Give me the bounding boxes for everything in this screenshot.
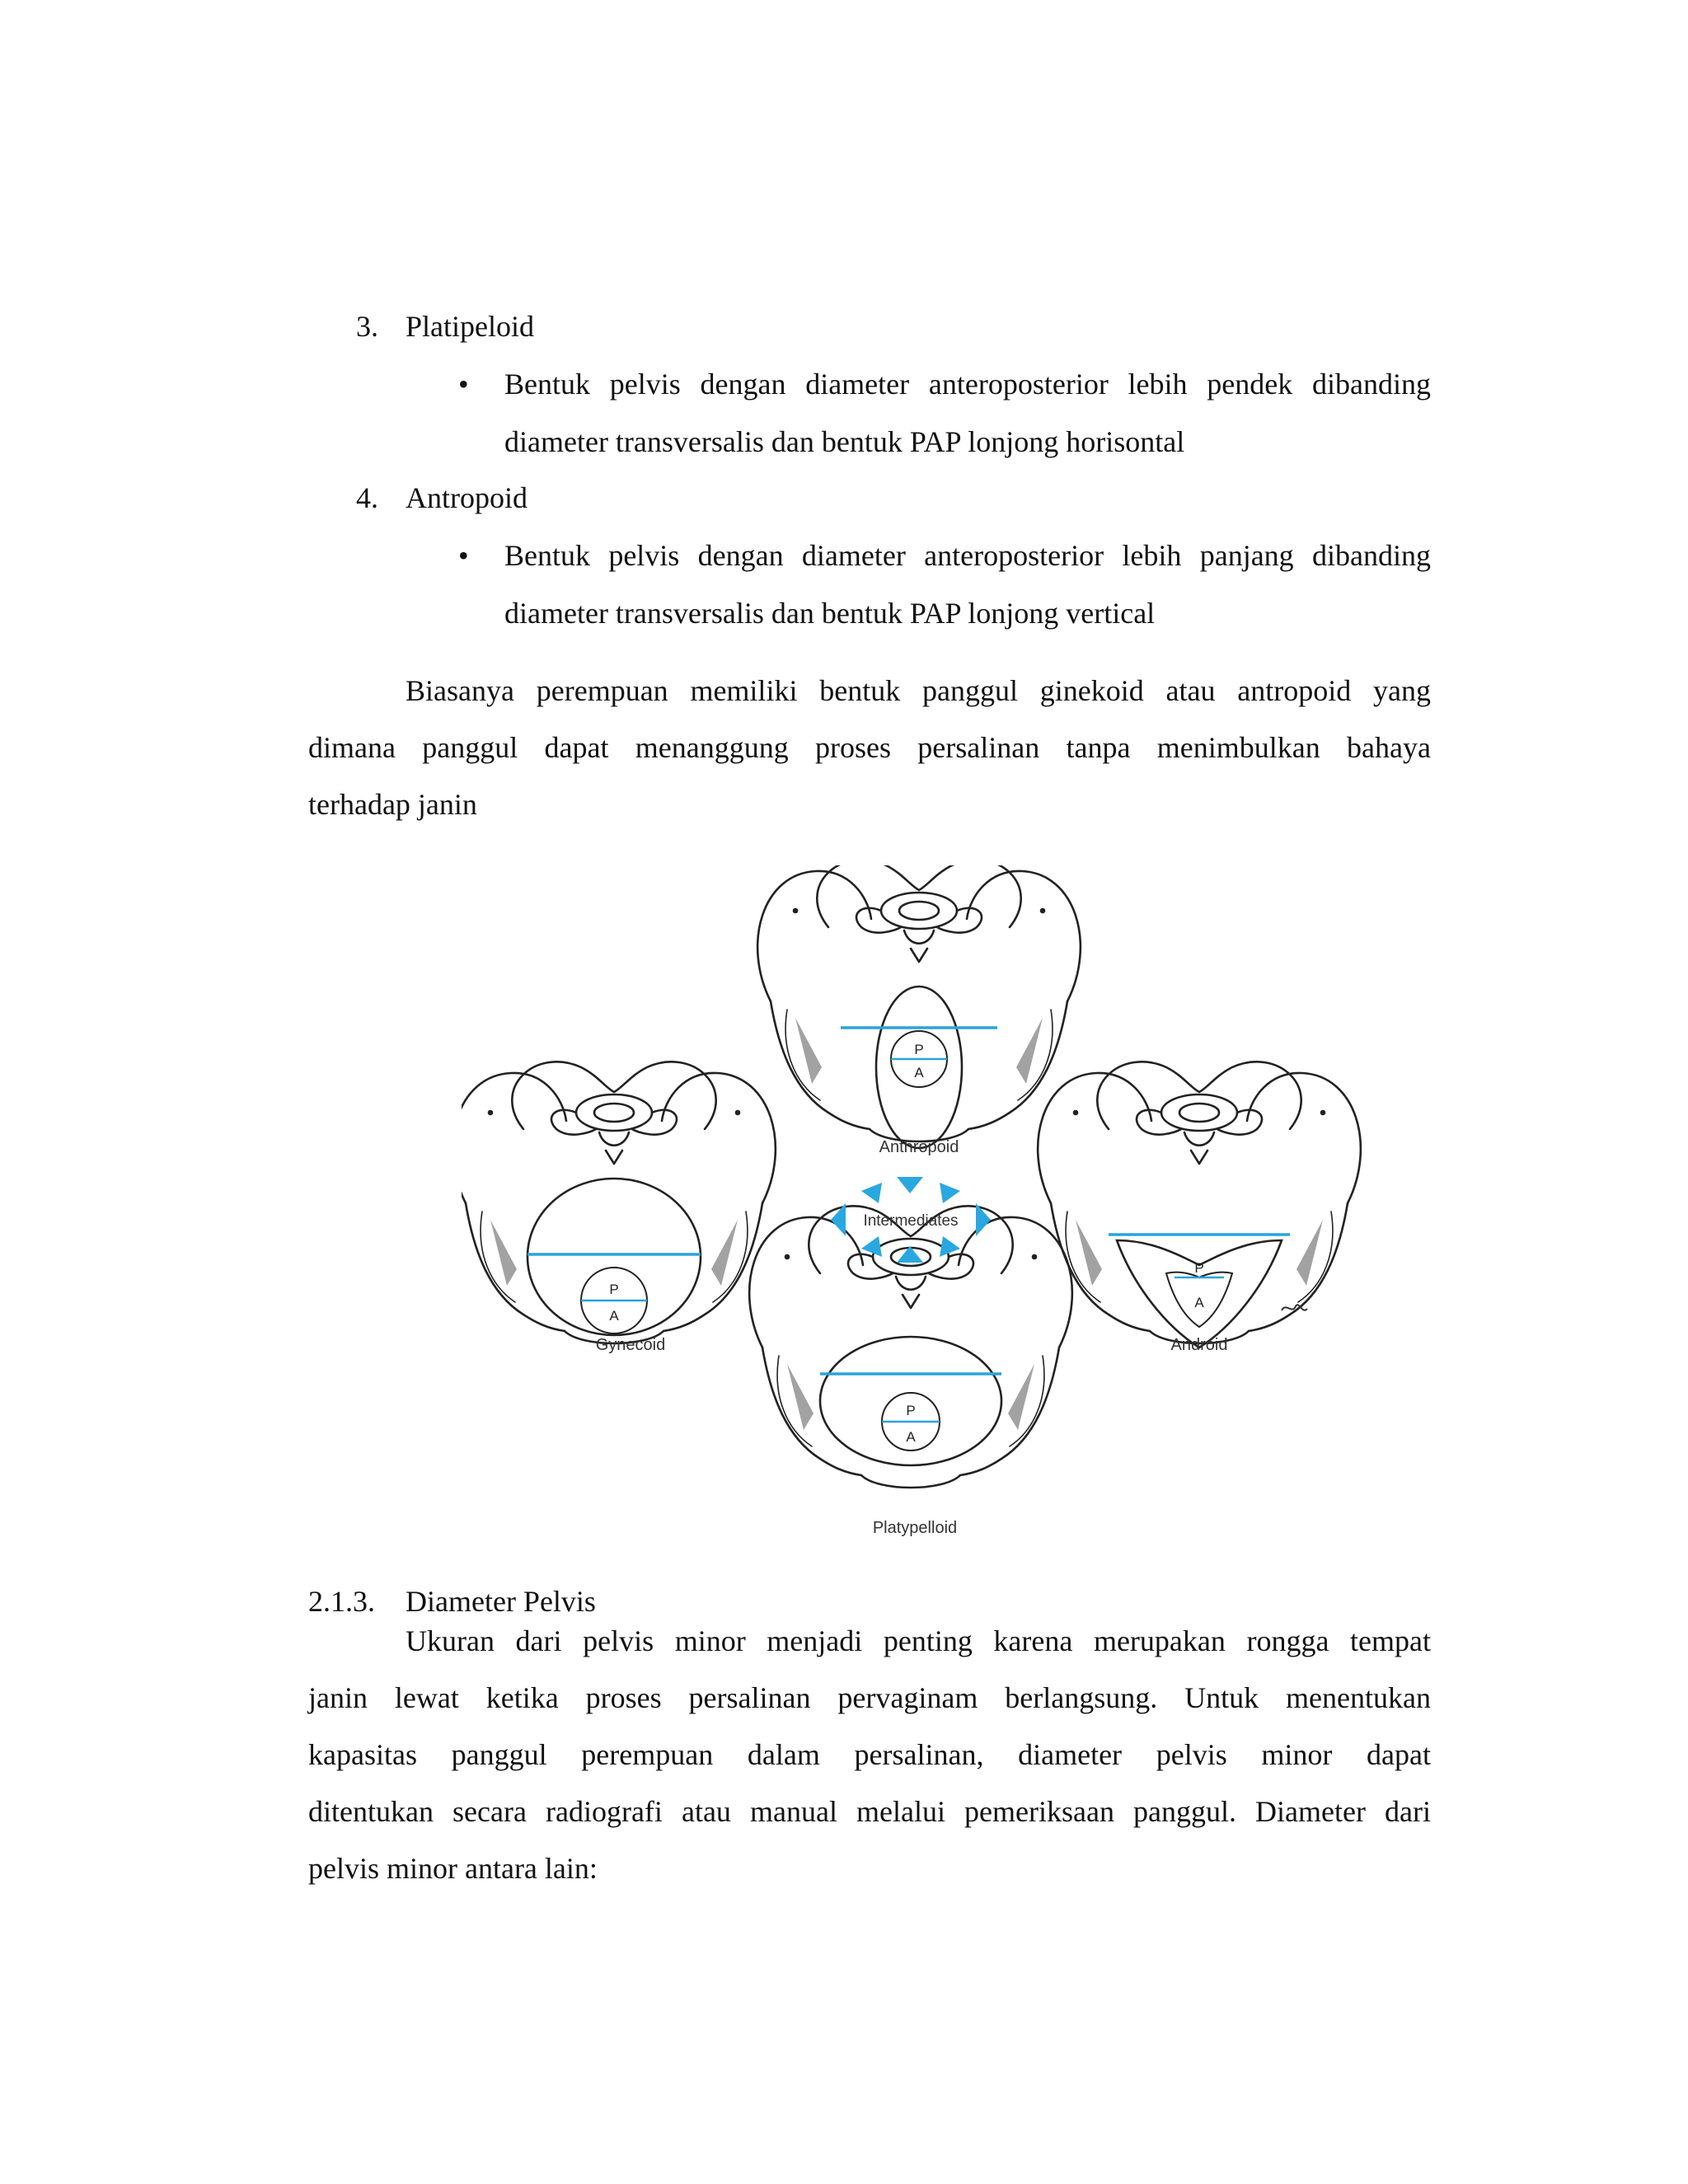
anthropoid-pelvis	[757, 865, 1081, 1148]
a-label: A	[914, 1065, 924, 1080]
bullet-icon: •	[458, 368, 469, 401]
section-title: Diameter Pelvis	[406, 1585, 596, 1618]
anthropoid-label: Anthropoid	[879, 1138, 959, 1156]
p-label: P	[1194, 1260, 1204, 1276]
p-label: P	[609, 1282, 619, 1297]
list-title-platipeloid: Platipeloid	[406, 310, 534, 343]
platypelloid-label: Platypelloid	[872, 1519, 958, 1537]
arrow-icon	[861, 1183, 882, 1203]
section-number: 2.1.3.	[308, 1585, 375, 1618]
p-label: P	[914, 1042, 924, 1057]
paragraph-line: Biasanya perempuan memiliki bentuk panggul ginekoid atau antropoid yang	[406, 674, 1431, 707]
a-label: A	[1194, 1295, 1204, 1310]
android-label: Android	[1170, 1336, 1228, 1354]
paragraph-line: janin lewat ketika proses persalinan pervaginam berlangsung. Untuk menentukan	[308, 1681, 1431, 1714]
bullet-text-line: Bentuk pelvis dengan diameter anteroposterior lebih panjang dibanding	[504, 539, 1431, 572]
paragraph-line: dimana panggul dapat menanggung proses persalinan tanpa menimbulkan bahaya	[308, 731, 1431, 764]
pelvis-diagram	[462, 865, 1385, 1541]
android-pelvis	[1038, 1062, 1361, 1347]
a-label: A	[906, 1429, 916, 1445]
list-title-antropoid: Antropoid	[406, 481, 528, 514]
paragraph-line: terhadap janin	[308, 788, 477, 821]
p-label: P	[906, 1403, 916, 1418]
bullet-text-line: diameter transversalis dan bentuk PAP lonjong horisontal	[504, 425, 1185, 458]
signature-mark	[1282, 1305, 1307, 1310]
bullet-text-line: diameter transversalis dan bentuk PAP lonjong vertical	[504, 597, 1156, 630]
bullet-icon: •	[458, 539, 469, 572]
arrow-icon	[940, 1183, 960, 1203]
a-label: A	[609, 1308, 619, 1324]
list-number-3: 3.	[356, 310, 378, 343]
paragraph-line: Ukuran dari pelvis minor menjadi penting karena merupakan rongga tempat	[406, 1624, 1431, 1657]
arrow-icon	[897, 1177, 923, 1193]
list-number-4: 4.	[356, 481, 378, 514]
gynecoid-pelvis	[462, 1062, 776, 1343]
gynecoid-label: Gynecoid	[595, 1336, 666, 1354]
paragraph-line: pelvis minor antara lain:	[308, 1852, 598, 1885]
bullet-text-line: Bentuk pelvis dengan diameter anteroposterior lebih pendek dibanding	[504, 368, 1431, 401]
pelvis-types-figure	[462, 865, 1385, 1541]
paragraph-line: kapasitas panggul perempuan dalam persalinan, diameter pelvis minor dapat	[308, 1738, 1431, 1771]
paragraph-line: ditentukan secara radiografi atau manual melalui pemeriksaan panggul. Diameter dari	[308, 1795, 1431, 1828]
intermediates-label: Intermediates	[863, 1212, 959, 1230]
